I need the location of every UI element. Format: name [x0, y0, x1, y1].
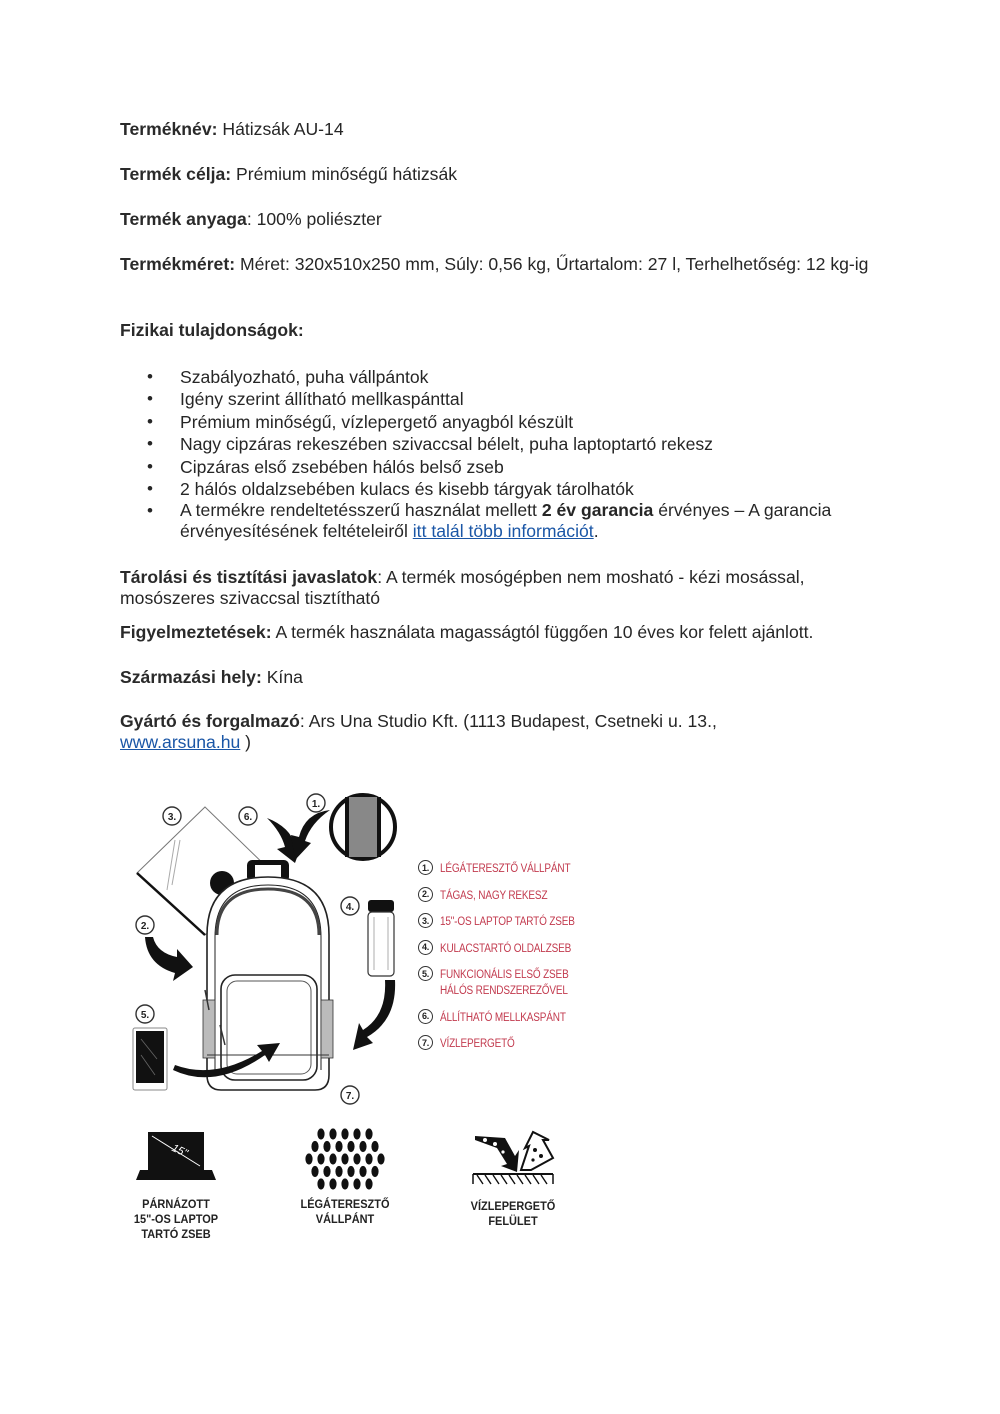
legend-text: ÁLLÍTHATÓ MELLKASPÁNT [440, 1009, 566, 1024]
warranty-end: . [593, 521, 599, 542]
callout-6 [239, 807, 257, 825]
product-name-value: Hátizsák AU-14 [217, 119, 344, 139]
mesh-dot [365, 1178, 372, 1189]
legend-text: VÍZLEPERGETŐ [440, 1036, 515, 1050]
svg-text:3.: 3. [167, 812, 177, 823]
website-link[interactable]: www.arsuna.hu [120, 732, 241, 752]
mesh-dot [353, 1153, 360, 1164]
legend-number: 6. [418, 1009, 433, 1024]
mesh-dot [341, 1178, 348, 1189]
svg-text:7.: 7. [345, 1091, 355, 1102]
mesh-dot [323, 1141, 330, 1152]
manufacturer-label: Gyártó és forgalmazó [120, 711, 300, 731]
legend-text: TÁGAS, NAGY REKESZ [440, 887, 548, 902]
legend-number: 4. [418, 940, 433, 955]
origin-label: Származási hely: [120, 667, 262, 687]
product-size [120, 254, 880, 275]
caption-line: VÍZLEPERGETŐ [470, 1199, 556, 1213]
storage-info [120, 567, 860, 609]
warnings-label: Figyelmeztetések: [120, 622, 272, 642]
warnings-value: A termék használata magasságtól függően 10 éves kor felett ajánlott. [271, 622, 814, 642]
mesh-dot [335, 1141, 342, 1152]
caption-line: 15"-OS LAPTOP [133, 1212, 219, 1226]
legend-item [418, 887, 618, 903]
legend-text: KULACSTARTÓ OLDALZSEB [440, 940, 572, 955]
legend-number: 7. [418, 1035, 433, 1050]
caption-line: LÉGÁTERESZTŐ [300, 1197, 390, 1211]
arrow-4-icon [353, 980, 395, 1050]
list-item: • Igény szerint állítható mellkaspánttal [120, 388, 880, 410]
mesh-dot [311, 1166, 318, 1177]
feature-laptop-caption [113, 1197, 239, 1242]
legend-text-line2: HÁLÓS RENDSZEREZŐVEL [440, 983, 568, 997]
callout-4 [341, 897, 359, 915]
mesh-dot [371, 1141, 378, 1152]
warranty-post: érvényes – A garancia érvényesítésének feltételeiről [180, 500, 832, 542]
mesh-dot [377, 1153, 384, 1164]
product-material-label: Termék anyaga [120, 209, 247, 229]
feature-mesh [275, 1126, 415, 1227]
legend-item [418, 913, 618, 929]
warranty-info-link[interactable]: itt talál több információt [412, 521, 594, 542]
mesh-dots-icon [305, 1126, 385, 1192]
callout-5 [136, 1005, 154, 1023]
callout-3 [163, 807, 181, 825]
svg-text:6.: 6. [243, 812, 253, 823]
list-item: • Szabályozható, puha vállpántok [120, 366, 880, 388]
product-name [120, 119, 880, 140]
warranty-bold: 2 év garancia [541, 500, 654, 521]
legend-number: 1. [418, 860, 433, 875]
product-name-label: Terméknév: [120, 119, 218, 139]
product-purpose-value: Prémium minőségű hátizsák [231, 164, 458, 184]
manufacturer-end: ) [240, 732, 252, 752]
feature-water-caption [450, 1199, 576, 1229]
list-item: • Cipzáras első zsebében hálós belső zseb [120, 456, 880, 478]
list-item-warranty [120, 500, 880, 542]
legend-text: LÉGÁTERESZTŐ VÁLLPÁNT [440, 861, 571, 875]
legend-item [418, 1035, 618, 1051]
mesh-dot [323, 1166, 330, 1177]
phone-illustration [133, 1028, 167, 1090]
svg-text:4.: 4. [345, 902, 355, 913]
legend-item [418, 966, 618, 998]
legend-number: 3. [418, 913, 433, 928]
manufacturer-value: : Ars Una Studio Kft. (1113 Budapest, Csetneki u. 13., [299, 711, 717, 731]
mesh-dot [329, 1178, 336, 1189]
arrow-1-icon [291, 810, 330, 860]
mesh-dot [347, 1166, 354, 1177]
warnings-info [120, 622, 900, 643]
mesh-dot [353, 1128, 360, 1139]
caption-line: PÁRNÁZOTT [142, 1197, 210, 1211]
product-material [120, 209, 880, 230]
manufacturer-info [120, 711, 780, 753]
product-size-value: Méret: 320x510x250 mm, Súly: 0,56 kg, Űrtartalom: 27 l, Terhelhetőség: 12 kg-ig [235, 254, 869, 274]
legend-number: 2. [418, 887, 433, 902]
caption-line: FELÜLET [488, 1214, 538, 1228]
origin-info [120, 667, 880, 688]
diagram-legend [418, 860, 618, 1062]
mesh-dot [365, 1153, 372, 1164]
mesh-dot [305, 1153, 312, 1164]
physical-list [120, 366, 880, 542]
legend-number: 5. [418, 966, 433, 981]
list-item: • Nagy cipzáras rekeszében szivaccsal bélelt, puha laptoptartó rekesz [120, 433, 880, 455]
mesh-dot [317, 1153, 324, 1164]
callout-1 [307, 794, 325, 812]
legend-text [440, 966, 569, 998]
feature-laptop [106, 1126, 246, 1242]
legend-item [418, 1009, 618, 1025]
arrow-2-icon [145, 937, 193, 981]
mesh-dot [365, 1128, 372, 1139]
water-repellent-icon [471, 1126, 555, 1188]
mesh-dot [335, 1166, 342, 1177]
mesh-dot [341, 1153, 348, 1164]
svg-text:15": 15" [169, 1142, 190, 1160]
backpack-diagram [125, 785, 415, 1115]
mesh-dot [311, 1141, 318, 1152]
mesh-dot [347, 1141, 354, 1152]
mesh-dot [317, 1128, 324, 1139]
legend-text: 15"-OS LAPTOP TARTÓ ZSEB [440, 914, 575, 928]
list-item: • Prémium minőségű, vízlepergető anyagból készült [120, 411, 880, 433]
mesh-dot [317, 1178, 324, 1189]
svg-text:1.: 1. [311, 799, 321, 810]
legend-text-line1: FUNKCIONÁLIS ELSŐ ZSEB [440, 967, 569, 981]
mesh-dot [359, 1141, 366, 1152]
product-material-value: : 100% poliészter [246, 209, 382, 229]
svg-text:5.: 5. [140, 1010, 150, 1021]
list-item: • 2 hálós oldalzsebében kulacs és kisebb tárgyak tárolhatók [120, 478, 880, 500]
legend-item [418, 940, 618, 956]
mesh-dot [371, 1166, 378, 1177]
feature-mesh-caption [282, 1197, 408, 1227]
origin-value: Kína [261, 667, 303, 687]
feature-water [443, 1126, 583, 1229]
mesh-dot [353, 1178, 360, 1189]
mesh-dot [341, 1128, 348, 1139]
legend-item [418, 860, 618, 876]
product-purpose [120, 164, 880, 185]
storage-value: : A termék mosógépben nem mosható - kézi mosással, mosószeres szivaccsal tisztítható [120, 567, 805, 608]
product-size-label: Termékméret: [120, 254, 236, 274]
physical-heading [120, 320, 880, 341]
mesh-dot [359, 1166, 366, 1177]
callout-7 [341, 1086, 359, 1104]
caption-line: TARTÓ ZSEB [141, 1227, 211, 1241]
mesh-dot [329, 1128, 336, 1139]
physical-heading-text: Fizikai tulajdonságok: [120, 320, 304, 340]
svg-text:2.: 2. [140, 921, 150, 932]
caption-line: VÁLLPÁNT [315, 1212, 375, 1226]
warranty-pre: A termékre rendeltetésszerű használat mellett [180, 500, 542, 521]
product-purpose-label: Termék célja: [120, 164, 232, 184]
water-bottle-illustration [368, 900, 394, 976]
mesh-strap-detail [331, 795, 395, 859]
callout-2 [136, 916, 154, 934]
storage-label: Tárolási és tisztítási javaslatok [120, 567, 378, 587]
mesh-dot [329, 1153, 336, 1164]
laptop-icon [136, 1126, 216, 1186]
